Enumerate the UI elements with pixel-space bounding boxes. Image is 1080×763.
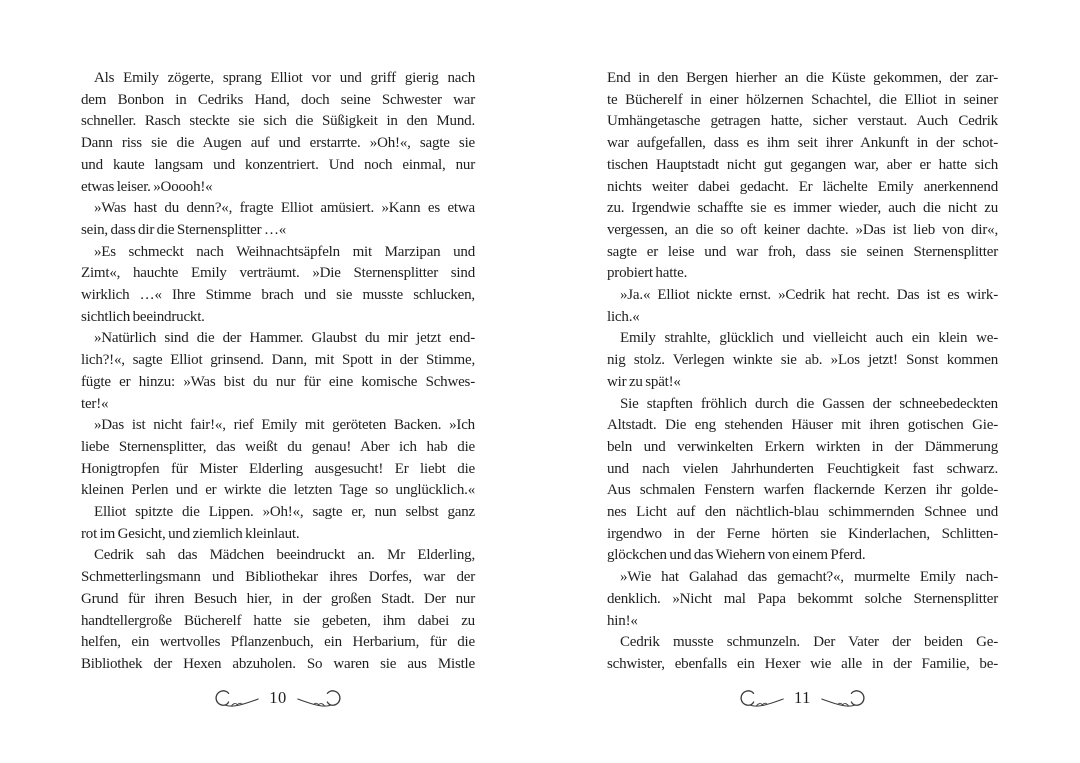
text-line: beln und verwinkelten Erkern wirkten in der Dämmerung <box>607 438 998 455</box>
text-line: Grund für ihren Besuch hier, in der großen Stadt. Der nur <box>81 590 475 607</box>
text-line: sein, dass dir die Sternensplitter …« <box>81 221 287 238</box>
text-line: etwas leiser. »Ooooh!« <box>81 178 213 195</box>
text-line: »Es schmeckt nach Weihnachtsäpfeln mit Marzipan und <box>94 243 475 260</box>
text-line: liebe Sternensplitter, das weißt du genau! Aber ich hab die <box>81 438 475 455</box>
text-line: sichtlich beeindruckt. <box>81 308 205 325</box>
flourish-left-icon <box>214 688 260 710</box>
text-line: dem Bonbon in Cedriks Hand, doch seine Schwester war <box>81 91 475 108</box>
flourish-right-icon <box>820 688 866 710</box>
text-line: Zimt«, hauchte Emily verträumt. »Die Sternensplitter sind <box>81 265 475 282</box>
text-line: nes Licht auf den nächtlich-blau schimmernden Schnee und <box>607 504 998 521</box>
text-line: glöckchen und das Wiehern von einem Pferd. <box>607 547 866 564</box>
text-line: sagte er leise und war froh, dass sie seinen Sternensplitter <box>607 243 998 260</box>
text-line: »Was hast du denn?«, fragte Elliot amüsiert. »Kann es etwa <box>94 200 475 217</box>
text-line: schneller. Rasch steckte sie sich die Süßigkeit in den Mund. <box>81 113 475 130</box>
text-line: Elliot spitzte die Lippen. »Oh!«, sagte er, nun selbst ganz <box>94 504 475 521</box>
text-line: hin!« <box>607 612 638 629</box>
text-line: war aufgefallen, dass es ihm seit ihrer Ankunft in der schot- <box>607 135 998 152</box>
text-line: zu. Irgendwie schaffte sie es immer wieder, auch die nicht zu <box>607 200 998 217</box>
text-line: »Wie hat Galahad das gemacht?«, murmelte Emily nach- <box>620 569 998 586</box>
text-line: Sie stapften fröhlich durch die Gassen der schneebedeckten <box>620 395 998 412</box>
text-line: probiert hatte. <box>607 265 688 282</box>
paragraph <box>607 632 998 675</box>
paragraph <box>607 567 998 632</box>
paragraph <box>607 328 998 393</box>
text-line: vergessen, an die so oft keiner dachte. »Das ist lieb von dir«, <box>607 221 998 238</box>
text-line: Altstadt. Die eng stehenden Häuser mit ihren gotischen Gie- <box>607 417 998 434</box>
text-line: und nach vielen Jahrhunderten Feuchtigkeit fast schwarz. <box>607 460 998 477</box>
paragraph <box>81 502 475 545</box>
text-line: nig stolz. Verlegen winkte sie ab. »Los jetzt! Sonst kommen <box>607 352 998 369</box>
text-line: »Ja.« Elliot nickte ernst. »Cedrik hat recht. Das ist es wirk- <box>620 287 998 304</box>
text-line: ter!« <box>81 395 109 412</box>
flourish-left-icon <box>739 688 785 710</box>
right-page-text <box>607 68 998 676</box>
page-number: 11 <box>794 688 811 707</box>
left-page-text <box>81 68 475 676</box>
text-line: Umhängetasche getragen hatte, sicher verstaut. Auch Cedrik <box>607 113 998 130</box>
text-line: Aus schmalen Fenstern warfen flackernde Kerzen ihr golde- <box>607 482 998 499</box>
paragraph <box>81 328 475 415</box>
paragraph <box>607 285 998 328</box>
text-line: denklich. »Nicht mal Papa bekommt solche Sternensplitter <box>607 590 998 607</box>
text-line: Bibliothek der Hexen abzuholen. So waren sie aus Mistle <box>81 655 475 672</box>
text-line: und kaute langsam und konzentriert. Und noch einmal, nur <box>81 156 475 173</box>
left-page-footer <box>81 684 475 714</box>
text-line: Cedrik sah das Mädchen beeindruckt an. Mr Elderling, <box>94 547 475 564</box>
text-line: Cedrik musste schmunzeln. Der Vater der beiden Ge- <box>620 634 998 651</box>
text-line: tischen Hauptstadt nicht gut gegangen war, aber er hatte sich <box>607 156 998 173</box>
paragraph <box>607 394 998 568</box>
page-number: 10 <box>269 688 287 707</box>
text-line: Als Emily zögerte, sprang Elliot vor und griff gierig nach <box>94 70 475 86</box>
paragraph <box>81 415 475 502</box>
text-line: Honigtropfen für Mister Elderling ausgesucht! Er liebt die <box>81 460 475 477</box>
text-line: lich?!«, sagte Elliot grinsend. Dann, mit Spott in der Stimme, <box>81 352 475 369</box>
text-line: kleinen Perlen und er wirkte die letzten Tage so unglücklich.« <box>81 482 475 499</box>
paragraph <box>81 198 475 241</box>
text-line: handtellergroße Bücherelf hatte sie gebeten, ihm dabei zu <box>81 612 475 629</box>
text-line: irgendwo in der Ferne hörten sie Kinderlachen, Schlitten- <box>607 525 998 542</box>
paragraph <box>81 545 475 675</box>
text-line: »Natürlich sind die der Hammer. Glaubst du mir jetzt end- <box>94 330 475 347</box>
text-line: fügte er hinzu: »Was bist du nur für eine komische Schwes- <box>81 373 475 390</box>
paragraph <box>81 68 475 198</box>
text-line: End in den Bergen hierher an die Küste gekommen, der zar- <box>607 70 998 86</box>
right-page-footer <box>607 684 998 714</box>
text-line: lich.« <box>607 308 640 325</box>
text-line: wirklich …« Ihre Stimme brach und sie musste schlucken, <box>81 287 475 304</box>
text-line: helfen, ein wertvolles Pflanzenbuch, ein Herbarium, für die <box>81 634 475 651</box>
text-line: Emily strahlte, glücklich und vielleicht auch ein klein we- <box>620 330 998 347</box>
paragraph <box>607 68 998 285</box>
text-line: Dann riss sie die Augen auf und erstarrte. »Oh!«, sagte sie <box>81 135 475 152</box>
text-line: nichts weiter dabei gedacht. Er lächelte Emily anerkennend <box>607 178 998 195</box>
text-line: »Das ist nicht fair!«, rief Emily mit geröteten Backen. »Ich <box>94 417 475 434</box>
text-line: Schmetterlingsmann und Bibliothekar ihres Dorfes, war der <box>81 569 475 586</box>
paragraph <box>81 242 475 329</box>
flourish-right-icon <box>296 688 342 710</box>
text-line: te Bücherelf in einer hölzernen Schachtel, die Elliot in seiner <box>607 91 998 108</box>
text-line: wir zu spät!« <box>607 373 681 390</box>
text-line: rot im Gesicht, und ziemlich kleinlaut. <box>81 525 300 542</box>
text-line: schwister, ebenfalls ein Hexer wie alle in der Familie, be- <box>607 655 998 672</box>
